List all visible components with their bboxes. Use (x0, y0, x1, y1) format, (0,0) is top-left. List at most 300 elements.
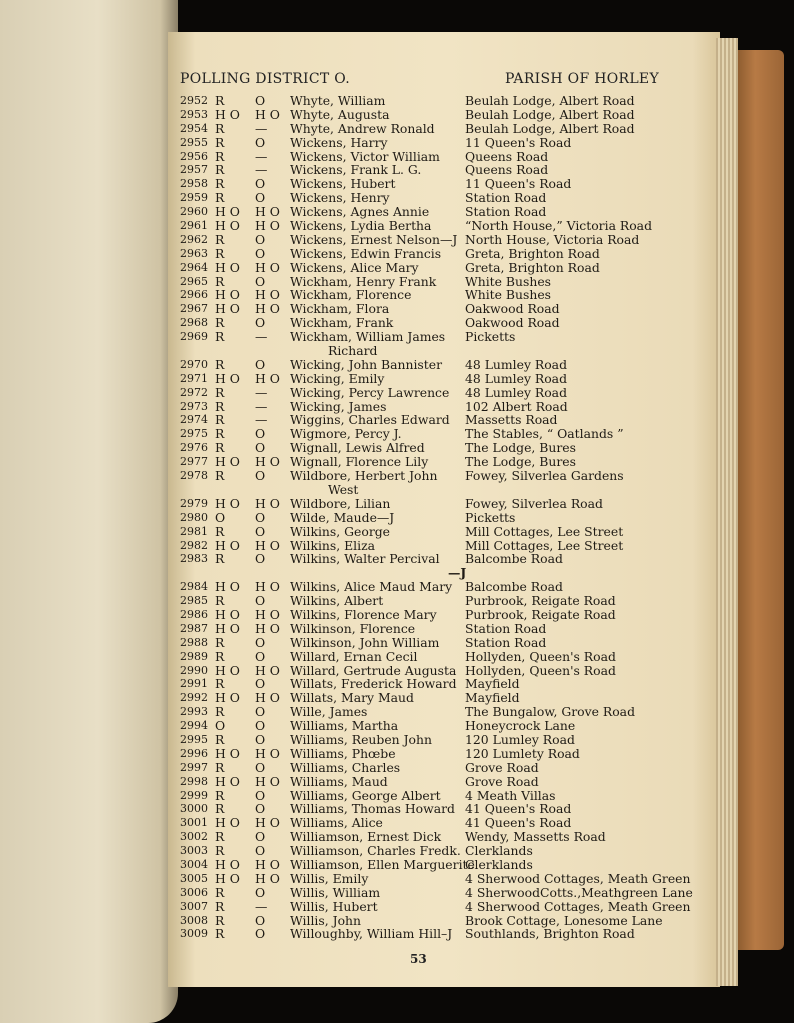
qualification-2: O (255, 93, 266, 108)
qualification-2: O (255, 523, 266, 539)
elector-address: 48 Lumley Road (465, 384, 568, 400)
qualification-1: R (215, 384, 225, 400)
qualification-1: R (215, 245, 225, 261)
elector-address: 120 Lumlety Road (465, 745, 580, 761)
register-entry-continuation (178, 344, 718, 358)
elector-address: Beulah Lodge, Albert Road (465, 120, 635, 136)
elector-address: Hollyden, Queen's Road (465, 662, 616, 678)
elector-name: Wickens, Frank L. G. (290, 162, 422, 178)
register-entry (178, 927, 718, 941)
elector-address: Clerklands (465, 843, 533, 859)
name-continuation: Richard (328, 343, 378, 359)
register-entry (178, 400, 718, 414)
qualification-2: O (255, 731, 266, 747)
elector-address: Greta, Brighton Road (465, 245, 600, 261)
register-entry (178, 747, 718, 761)
qualification-1: R (215, 787, 225, 803)
elector-name: Wicking, Percy Lawrence (290, 384, 450, 400)
elector-name: Wickens, Henry (290, 190, 390, 206)
register-entry (178, 288, 718, 302)
register-entry (178, 427, 718, 441)
qualification-2: O (255, 926, 266, 942)
entry-number: 2969 (180, 330, 208, 344)
qualification-2: O (255, 884, 266, 900)
entry-number: 3008 (180, 913, 208, 927)
elector-address: Purbrook, Reigate Road (465, 606, 616, 622)
qualification-1: R (215, 440, 225, 456)
register-entry (178, 858, 718, 872)
register-entry (178, 122, 718, 136)
page-number: 53 (410, 952, 427, 966)
entry-number: 2959 (180, 191, 208, 205)
entry-number: 2992 (180, 691, 208, 705)
register-entry (178, 844, 718, 858)
elector-address: Fowey, Silverlea Road (465, 495, 603, 511)
elector-address: Mayfield (465, 676, 520, 692)
qualification-2: O (255, 676, 266, 692)
entry-number: 3007 (180, 899, 208, 913)
qualification-1: R (215, 926, 225, 942)
elector-name: Wickens, Harry (290, 134, 388, 150)
entry-number: 2994 (180, 719, 208, 733)
entry-number: 2993 (180, 705, 208, 719)
elector-address: Mayfield (465, 690, 520, 706)
elector-address: 48 Lumley Road (465, 370, 568, 386)
register-entry (178, 205, 718, 219)
elector-address: 4 Meath Villas (465, 787, 556, 803)
qualification-1: R (215, 468, 225, 484)
elector-address: The Lodge, Bures (465, 454, 576, 470)
register-entry (178, 261, 718, 275)
elector-address: Mill Cottages, Lee Street (465, 523, 624, 539)
qualification-2: O (255, 315, 266, 331)
elector-address: Purbrook, Reigate Road (465, 593, 616, 609)
qualification-1: R (215, 134, 225, 150)
qualification-1: O (215, 718, 226, 734)
elector-address: “North House,” Victoria Road (465, 218, 652, 234)
register-entry (178, 372, 718, 386)
elector-name: Willis, Emily (290, 870, 369, 886)
qualification-2: — (255, 148, 268, 164)
qualification-1: H O (215, 662, 240, 678)
elector-address: Greta, Brighton Road (465, 259, 600, 275)
qualification-1: R (215, 190, 225, 206)
elector-address: Hollyden, Queen's Road (465, 648, 616, 664)
qualification-2: O (255, 134, 266, 150)
entry-number: 2972 (180, 385, 208, 399)
elector-name: Wickens, Alice Mary (290, 259, 419, 275)
register-entry (178, 900, 718, 914)
elector-name: Willoughby, William Hill–J (290, 926, 453, 942)
elector-address: 41 Queen's Road (465, 815, 572, 831)
elector-name: Wildbore, Herbert John (290, 468, 438, 484)
qualification-2: H O (255, 606, 280, 622)
entry-number: 2987 (180, 621, 208, 635)
qualification-1: R (215, 912, 225, 928)
qualification-2: O (255, 426, 266, 442)
qualification-1: H O (215, 287, 240, 303)
facing-page-edge (0, 0, 178, 1023)
elector-name: Wickens, Victor William (290, 148, 440, 164)
entry-number: 2981 (180, 524, 208, 538)
elector-address: Beulah Lodge, Albert Road (465, 106, 635, 122)
elector-name: Williams, Reuben John (290, 731, 432, 747)
register-entry (178, 219, 718, 233)
electoral-register-list (178, 94, 718, 941)
elector-address: 102 Albert Road (465, 398, 568, 414)
register-entry (178, 233, 718, 247)
register-entry (178, 497, 718, 511)
qualification-1: R (215, 398, 225, 414)
register-entry (178, 830, 718, 844)
qualification-2: H O (255, 870, 280, 886)
elector-name: Wiggins, Charles Edward (290, 412, 450, 428)
elector-address: 4 Sherwood Cottages, Meath Green (465, 898, 691, 914)
qualification-2: H O (255, 204, 280, 220)
qualification-2: H O (255, 259, 280, 275)
entry-number: 2999 (180, 788, 208, 802)
register-entry (178, 302, 718, 316)
elector-name: Wilkins, Albert (290, 593, 384, 609)
entry-number: 2986 (180, 607, 208, 621)
register-entry (178, 94, 718, 108)
qualification-2: O (255, 829, 266, 845)
qualification-1: R (215, 829, 225, 845)
elector-address: 11 Queen's Road (465, 134, 572, 150)
register-entry (178, 539, 718, 553)
register-entry (178, 802, 718, 816)
elector-address: Picketts (465, 329, 516, 345)
qualification-2: H O (255, 106, 280, 122)
qualification-2: — (255, 162, 268, 178)
qualification-1: R (215, 176, 225, 192)
qualification-1: R (215, 412, 225, 428)
qualification-2: O (255, 718, 266, 734)
entry-number: 2958 (180, 177, 208, 191)
qualification-1: H O (215, 745, 240, 761)
entry-number: 2990 (180, 663, 208, 677)
entry-number: 2998 (180, 774, 208, 788)
register-entry (178, 914, 718, 928)
elector-address: 4 Sherwood Cottages, Meath Green (465, 870, 691, 886)
qualification-2: H O (255, 815, 280, 831)
qualification-1: R (215, 759, 225, 775)
register-entry (178, 594, 718, 608)
qualification-2: H O (255, 773, 280, 789)
elector-name: Wicking, John Bannister (290, 356, 443, 372)
qualification-2: O (255, 468, 266, 484)
entry-number: 2996 (180, 746, 208, 760)
qualification-2: H O (255, 287, 280, 303)
elector-address: Clerklands (465, 856, 533, 872)
entry-number: 2979 (180, 496, 208, 510)
entry-number: 2955 (180, 135, 208, 149)
elector-name: Wickham, Flora (290, 301, 390, 317)
register-entry (178, 886, 718, 900)
qualification-1: H O (215, 259, 240, 275)
entry-number: 2968 (180, 316, 208, 330)
page-stack-edge (716, 38, 738, 986)
book-cover-edge (736, 50, 784, 950)
elector-name: Wicking, Emily (290, 370, 385, 386)
qualification-1: R (215, 731, 225, 747)
qualification-2: O (255, 634, 266, 650)
entry-number: 2963 (180, 246, 208, 260)
entry-number: 2984 (180, 580, 208, 594)
elector-address: White Bushes (465, 287, 552, 303)
elector-address: Picketts (465, 509, 516, 525)
elector-name: Wickham, William James (290, 329, 446, 345)
entry-number: 2980 (180, 510, 208, 524)
elector-name: Whyte, William (290, 93, 386, 108)
register-entry (178, 789, 718, 803)
qualification-1: R (215, 843, 225, 859)
register-entry (178, 525, 718, 539)
qualification-2: H O (255, 537, 280, 553)
register-entry (178, 386, 718, 400)
entry-number: 3000 (180, 802, 208, 816)
elector-address: Oakwood Road (465, 301, 560, 317)
register-entry (178, 247, 718, 261)
qualification-2: O (255, 759, 266, 775)
entry-number: 2957 (180, 163, 208, 177)
elector-name: Willard, Gertrude Augusta (290, 662, 457, 678)
entry-number: 2982 (180, 538, 208, 552)
qualification-2: O (255, 787, 266, 803)
register-entry (178, 872, 718, 886)
elector-address: Southlands, Brighton Road (465, 926, 635, 942)
qualification-1: H O (215, 495, 240, 511)
entry-number: 2977 (180, 455, 208, 469)
elector-address: Mill Cottages, Lee Street (465, 537, 624, 553)
qualification-2: — (255, 898, 268, 914)
register-entry (178, 775, 718, 789)
running-header-parish: PARISH OF HORLEY (505, 71, 659, 87)
elector-name: Wickens, Ernest Nelson—J (290, 231, 458, 247)
entry-number: 2962 (180, 232, 208, 246)
register-entry (178, 650, 718, 664)
qualification-2: O (255, 801, 266, 817)
qualification-2: O (255, 843, 266, 859)
elector-name: Wilkins, Alice Maud Mary (290, 579, 453, 595)
qualification-1: R (215, 676, 225, 692)
entry-number: 2964 (180, 260, 208, 274)
register-entry (178, 191, 718, 205)
entry-number: 3001 (180, 816, 208, 830)
entry-number: 2975 (180, 427, 208, 441)
elector-address: Honeycrock Lane (465, 718, 576, 734)
entry-number: 2997 (180, 760, 208, 774)
register-entry (178, 455, 718, 469)
elector-address: Queens Road (465, 148, 549, 164)
register-entry (178, 608, 718, 622)
elector-name: Wickens, Lydia Bertha (290, 218, 432, 234)
entry-number: 2974 (180, 413, 208, 427)
entry-number: 2967 (180, 302, 208, 316)
qualification-2: O (255, 273, 266, 289)
entry-number: 2991 (180, 677, 208, 691)
qualification-1: H O (215, 856, 240, 872)
qualification-1: R (215, 120, 225, 136)
elector-address: 11 Queen's Road (465, 176, 572, 192)
register-entry (178, 316, 718, 330)
elector-name: Wilkins, George (290, 523, 391, 539)
register-entry (178, 761, 718, 775)
entry-number: 2989 (180, 649, 208, 663)
elector-name: Williams, Alice (290, 815, 383, 831)
elector-name: Whyte, Augusta (290, 106, 390, 122)
entry-number: 3005 (180, 871, 208, 885)
elector-address: Grove Road (465, 773, 539, 789)
elector-name: Williamson, Charles Fredk. (290, 843, 461, 859)
qualification-1: H O (215, 579, 240, 595)
register-entry (178, 177, 718, 191)
qualification-2: O (255, 245, 266, 261)
entry-number: 3004 (180, 857, 208, 871)
elector-name: Williams, Maud (290, 773, 388, 789)
qualification-2: — (255, 412, 268, 428)
elector-name: Willis, William (290, 884, 381, 900)
qualification-2: — (255, 120, 268, 136)
entry-number: 2966 (180, 288, 208, 302)
qualification-2: H O (255, 579, 280, 595)
register-entry (178, 691, 718, 705)
qualification-1: R (215, 162, 225, 178)
elector-address: 48 Lumley Road (465, 356, 568, 372)
register-entry (178, 664, 718, 678)
elector-address: 41 Queen's Road (465, 801, 572, 817)
qualification-1: H O (215, 690, 240, 706)
elector-name: Wilkinson, John William (290, 634, 440, 650)
elector-name: Williams, Martha (290, 718, 399, 734)
entry-number: 2988 (180, 635, 208, 649)
qualification-2: O (255, 648, 266, 664)
elector-name: Wignall, Lewis Alfred (290, 440, 425, 456)
qualification-1: R (215, 884, 225, 900)
entry-number: 2971 (180, 371, 208, 385)
entry-number: 3006 (180, 885, 208, 899)
qualification-1: H O (215, 301, 240, 317)
qualification-2: H O (255, 856, 280, 872)
entry-number: 2995 (180, 732, 208, 746)
qualification-2: H O (255, 495, 280, 511)
elector-name: Wickham, Henry Frank (290, 273, 437, 289)
elector-address: Massetts Road (465, 412, 558, 428)
entry-number: 2953 (180, 107, 208, 121)
register-entry (178, 330, 718, 344)
elector-name: Wickens, Agnes Annie (290, 204, 430, 220)
qualification-2: H O (255, 620, 280, 636)
register-entry (178, 441, 718, 455)
entry-number: 3003 (180, 844, 208, 858)
qualification-1: H O (215, 454, 240, 470)
register-entry (178, 275, 718, 289)
register-entry (178, 136, 718, 150)
qualification-1: R (215, 231, 225, 247)
name-continuation: West (328, 481, 359, 497)
register-entry (178, 511, 718, 525)
register-entry (178, 469, 718, 483)
entry-number: 3002 (180, 830, 208, 844)
qualification-2: — (255, 384, 268, 400)
qualification-1: R (215, 93, 225, 108)
register-entry-continuation (178, 566, 718, 580)
qualification-2: H O (255, 301, 280, 317)
elector-address: Wendy, Massetts Road (465, 829, 606, 845)
register-entry (178, 358, 718, 372)
elector-name: Williams, Phœbe (290, 745, 396, 761)
qualification-2: O (255, 593, 266, 609)
entry-number: 2961 (180, 219, 208, 233)
elector-name: Wille, James (290, 704, 368, 720)
register-entry (178, 622, 718, 636)
entry-number: 2956 (180, 149, 208, 163)
qualification-2: H O (255, 662, 280, 678)
qualification-1: R (215, 801, 225, 817)
elector-address: Queens Road (465, 162, 549, 178)
register-entry (178, 719, 718, 733)
entry-number: 2976 (180, 441, 208, 455)
qualification-1: H O (215, 870, 240, 886)
qualification-1: H O (215, 773, 240, 789)
elector-name: Wicking, James (290, 398, 387, 414)
entry-number: 2978 (180, 469, 208, 483)
qualification-1: R (215, 426, 225, 442)
elector-name: Willats, Frederick Howard (290, 676, 457, 692)
qualification-1: R (215, 704, 225, 720)
name-continuation: —J (448, 565, 467, 581)
elector-name: Wilkins, Walter Percival (290, 551, 440, 567)
elector-address: The Stables, “ Oatlands ” (465, 426, 624, 442)
entry-number: 3009 (180, 927, 208, 941)
qualification-1: R (215, 648, 225, 664)
entry-number: 2983 (180, 552, 208, 566)
elector-name: Wickham, Florence (290, 287, 412, 303)
qualification-1: H O (215, 815, 240, 831)
elector-name: Wickham, Frank (290, 315, 394, 331)
register-entry (178, 705, 718, 719)
qualification-1: R (215, 523, 225, 539)
qualification-2: O (255, 912, 266, 928)
qualification-1: H O (215, 606, 240, 622)
qualification-1: R (215, 148, 225, 164)
elector-address: Grove Road (465, 759, 539, 775)
qualification-2: O (255, 704, 266, 720)
elector-address: Station Road (465, 634, 547, 650)
elector-address: North House, Victoria Road (465, 231, 640, 247)
elector-address: Brook Cottage, Lonesome Lane (465, 912, 663, 928)
register-entry (178, 108, 718, 122)
qualification-1: H O (215, 537, 240, 553)
qualification-1: R (215, 634, 225, 650)
register-entry (178, 677, 718, 691)
elector-address: Balcombe Road (465, 579, 563, 595)
qualification-1: O (215, 509, 226, 525)
elector-name: Williams, Thomas Howard (290, 801, 455, 817)
elector-address: Station Road (465, 204, 547, 220)
elector-address: Station Road (465, 190, 547, 206)
entry-number: 2985 (180, 594, 208, 608)
elector-name: Willis, John (290, 912, 361, 928)
qualification-2: O (255, 176, 266, 192)
running-header-district: POLLING DISTRICT O. (180, 71, 350, 87)
elector-name: Williamson, Ellen Marguerite (290, 856, 475, 872)
qualification-1: R (215, 551, 225, 567)
qualification-1: R (215, 898, 225, 914)
elector-name: Wilkins, Florence Mary (290, 606, 437, 622)
qualification-1: H O (215, 620, 240, 636)
register-entry-continuation (178, 483, 718, 497)
